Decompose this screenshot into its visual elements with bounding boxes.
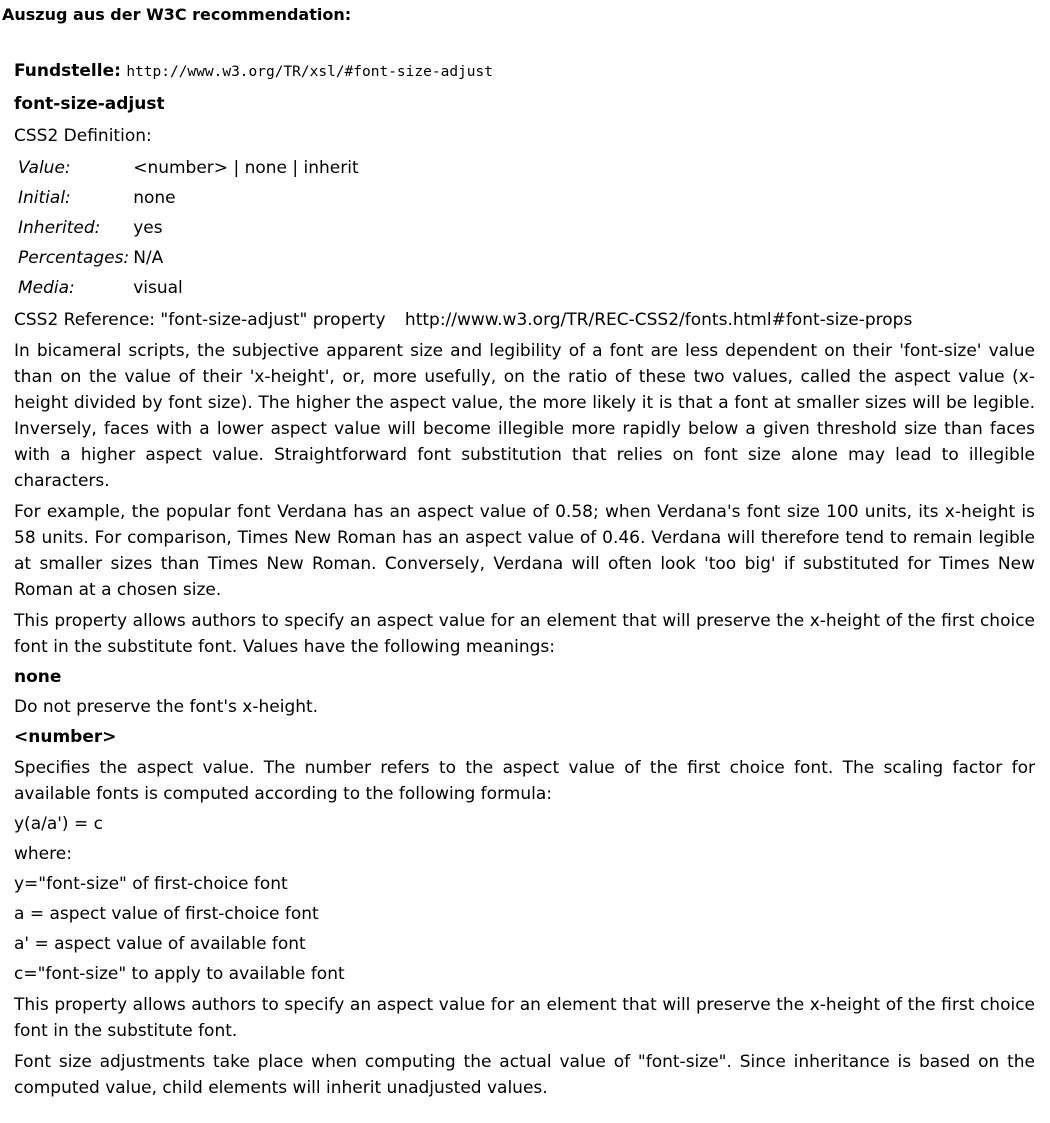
source-line	[14, 58, 1035, 85]
recommendation-excerpt	[14, 58, 1035, 1101]
value-term-none: none	[14, 667, 62, 687]
source-url: http://www.w3.org/TR/xsl/#font-size-adjust	[126, 64, 493, 80]
paragraph-property-purpose: This property allows authors to specify an aspect value for an element that will preserve the x-height of the first choice font in the substitute font. Values have the following meanings:	[14, 611, 1035, 657]
css2-reference-text: CSS2 Reference: "font-size-adjust" property	[14, 310, 386, 330]
paragraph-aspect-intro: In bicameral scripts, the subjective apparent size and legibility of a font are less dependent on their 'font-size' value than on the value of their 'x-height', or, more usefully, on the ratio of these two values, called the aspect value (x-height divided by font size). The higher the aspect value, the more likely it is that a font at smaller sizes will be legible. Inversely, faces with a lower aspect value will become illegible more rapidly below a given threshold size than faces with a higher aspect value. Straightforward font substitution that relies on font size alone may lead to illegible characters.	[14, 341, 1035, 491]
definition-row-media	[18, 273, 359, 303]
definition-key: Initial:	[18, 188, 71, 208]
formula-line: a' = aspect value of available font	[14, 934, 306, 954]
paragraph-adjustment-note: Font size adjustments take place when computing the actual value of "font-size". Since inheritance is based on the computed value, child elements will inherit unadjusted values.	[14, 1052, 1035, 1098]
definition-value: none	[133, 188, 176, 208]
definition-row-inherited	[18, 213, 359, 243]
formula-where: where:	[14, 844, 72, 864]
property-title: font-size-adjust	[14, 94, 165, 114]
formula-expression: y(a/a') = c	[14, 814, 103, 834]
source-label: Fundstelle:	[14, 61, 121, 81]
definition-key: Percentages:	[18, 248, 130, 268]
value-desc-number: Specifies the aspect value. The number refers to the aspect value of the first choice font. The scaling factor for available fonts is computed according to the following formula:	[14, 758, 1035, 804]
css2-definition-label: CSS2 Definition:	[14, 126, 152, 146]
definition-row-percentages	[18, 243, 359, 273]
definition-key: Inherited:	[18, 218, 101, 238]
definition-key: Value:	[18, 158, 71, 178]
formula-line: c="font-size" to apply to available font	[14, 964, 345, 984]
definition-value: yes	[133, 218, 163, 238]
formula-line: a = aspect value of first-choice font	[14, 904, 319, 924]
page-heading: Auszug aus der W3C recommendation:	[2, 5, 352, 24]
css2-reference-url: http://www.w3.org/TR/REC-CSS2/fonts.html#font-size-props	[404, 310, 913, 330]
definition-value: <number> | none | inherit	[133, 158, 359, 178]
formula-line: y="font-size" of first-choice font	[14, 874, 288, 894]
css2-reference	[14, 307, 1035, 333]
value-desc-none: Do not preserve the font's x-height.	[14, 697, 319, 717]
definition-row-value	[18, 153, 359, 183]
definition-value: visual	[133, 278, 183, 298]
definition-key: Media:	[18, 278, 75, 298]
value-term-number: <number>	[14, 727, 117, 747]
definition-value: N/A	[133, 248, 164, 268]
paragraph-property-purpose-repeat: This property allows authors to specify an aspect value for an element that will preserve the x-height of the first choice font in the substitute font.	[14, 995, 1035, 1041]
definition-table	[18, 153, 359, 303]
definition-row-initial	[18, 183, 359, 213]
paragraph-verdana-example: For example, the popular font Verdana has an aspect value of 0.58; when Verdana's font size 100 units, its x-height is 58 units. For comparison, Times New Roman has an aspect value of 0.46. Verdana will therefore tend to remain legible at smaller sizes than Times New Roman. Conversely, Verdana will often look 'too big' if substituted for Times New Roman at a chosen size.	[14, 502, 1035, 600]
